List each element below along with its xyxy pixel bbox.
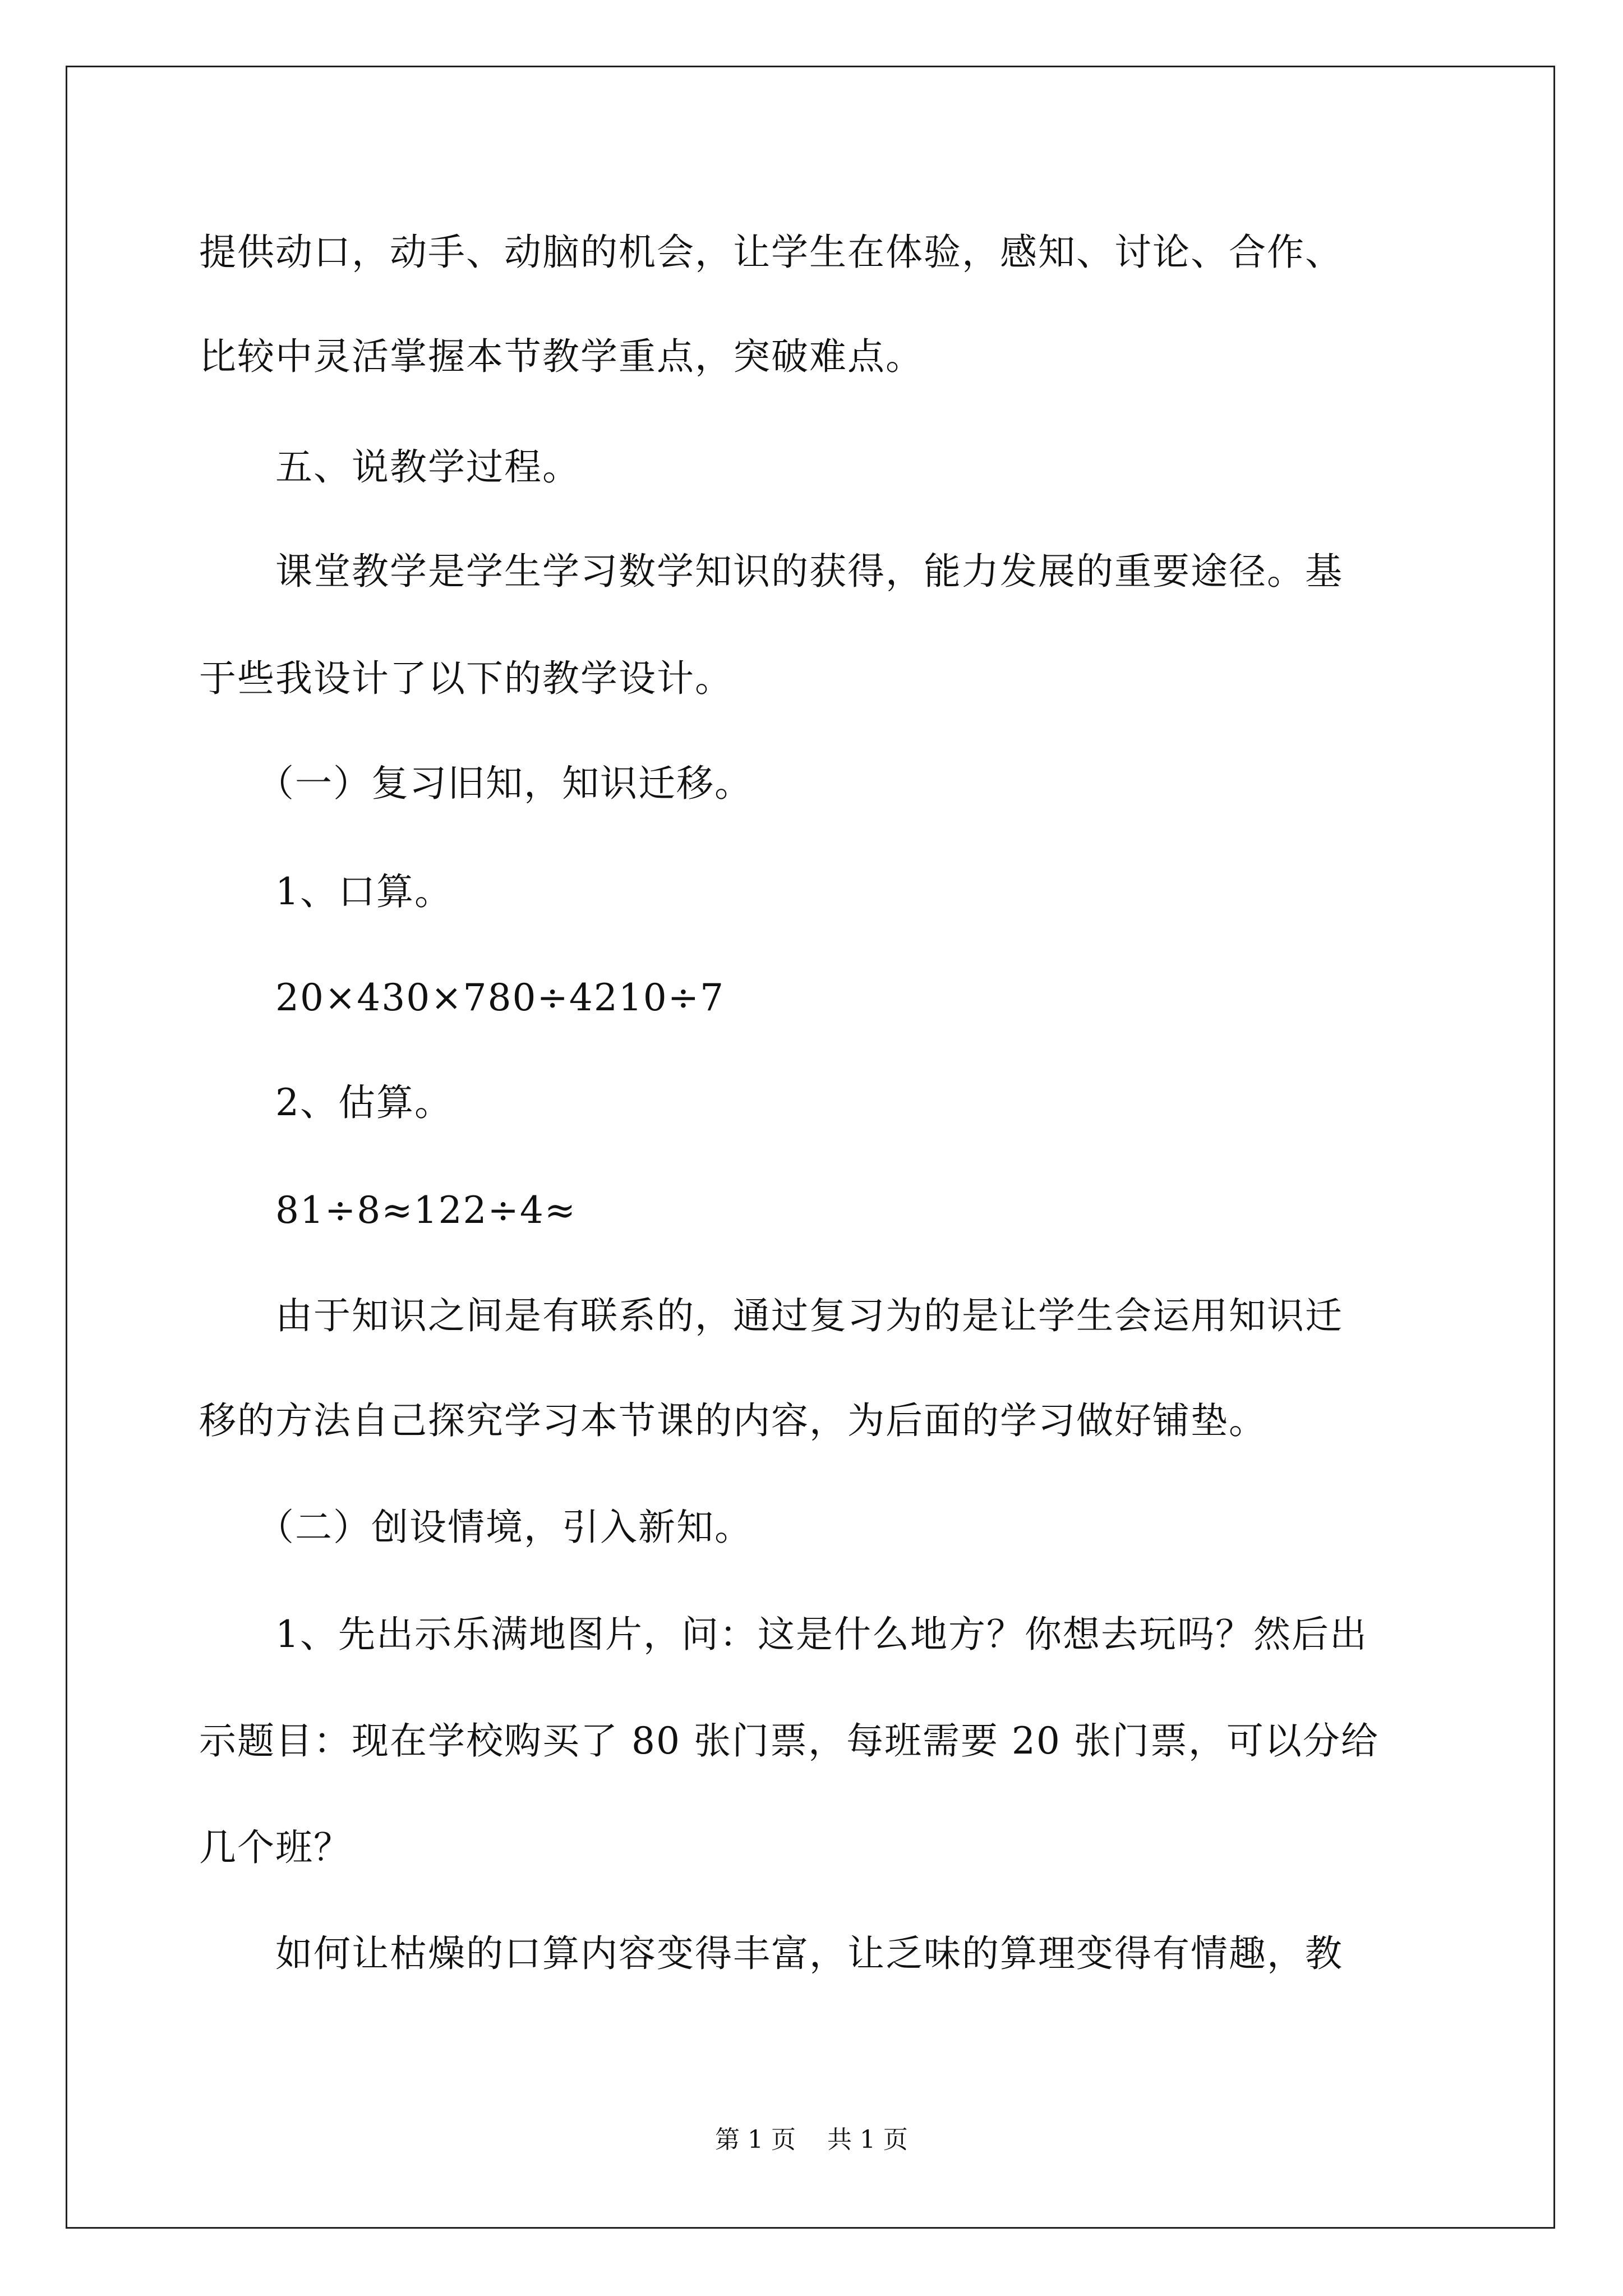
- formula-line-2: 81÷8≈122÷4≈: [199, 1189, 577, 1232]
- body-line-11: 由于知识之间是有联系的，通过复习为的是让学生会运用知识迁: [199, 1294, 1343, 1337]
- page-footer: 第 1 页 共 1 页: [715, 2125, 908, 2154]
- page-border: [66, 66, 1555, 2229]
- body-line-5: 于些我设计了以下的教学设计。: [199, 657, 733, 700]
- body-line-4: 课堂教学是学生学习数学知识的获得，能力发展的重要途径。基: [199, 550, 1343, 593]
- body-line-12: 移的方法自己探究学习本节课的内容，为后面的学习做好铺垫。: [199, 1399, 1267, 1442]
- body-line-14: 1、先出示乐满地图片，问：这是什么地方？你想去玩吗？然后出: [199, 1613, 1368, 1656]
- body-line-1: 提供动口，动手、动脑的机会，让学生在体验，感知、讨论、合作、: [199, 231, 1343, 274]
- body-line-2: 比较中灵活掌握本节教学重点，突破难点。: [199, 335, 924, 378]
- section-heading-5: 五、说教学过程。: [199, 445, 580, 489]
- item-estimation: 2、估算。: [199, 1081, 453, 1124]
- item-oral-calculation: 1、口算。: [199, 870, 453, 913]
- subsection-heading-2: （二）创设情境，引入新知。: [199, 1506, 753, 1549]
- formula-line-1: 20×430×780÷4210÷7: [199, 976, 725, 1019]
- subsection-heading-1: （一）复习旧知，知识迁移。: [199, 762, 753, 805]
- body-line-16: 几个班？: [199, 1826, 352, 1869]
- body-line-17: 如何让枯燥的口算内容变得丰富，让乏味的算理变得有情趣，教: [199, 1932, 1343, 1975]
- body-line-15: 示题目：现在学校购买了 80 张门票，每班需要 20 张门票，可以分给: [199, 1719, 1379, 1763]
